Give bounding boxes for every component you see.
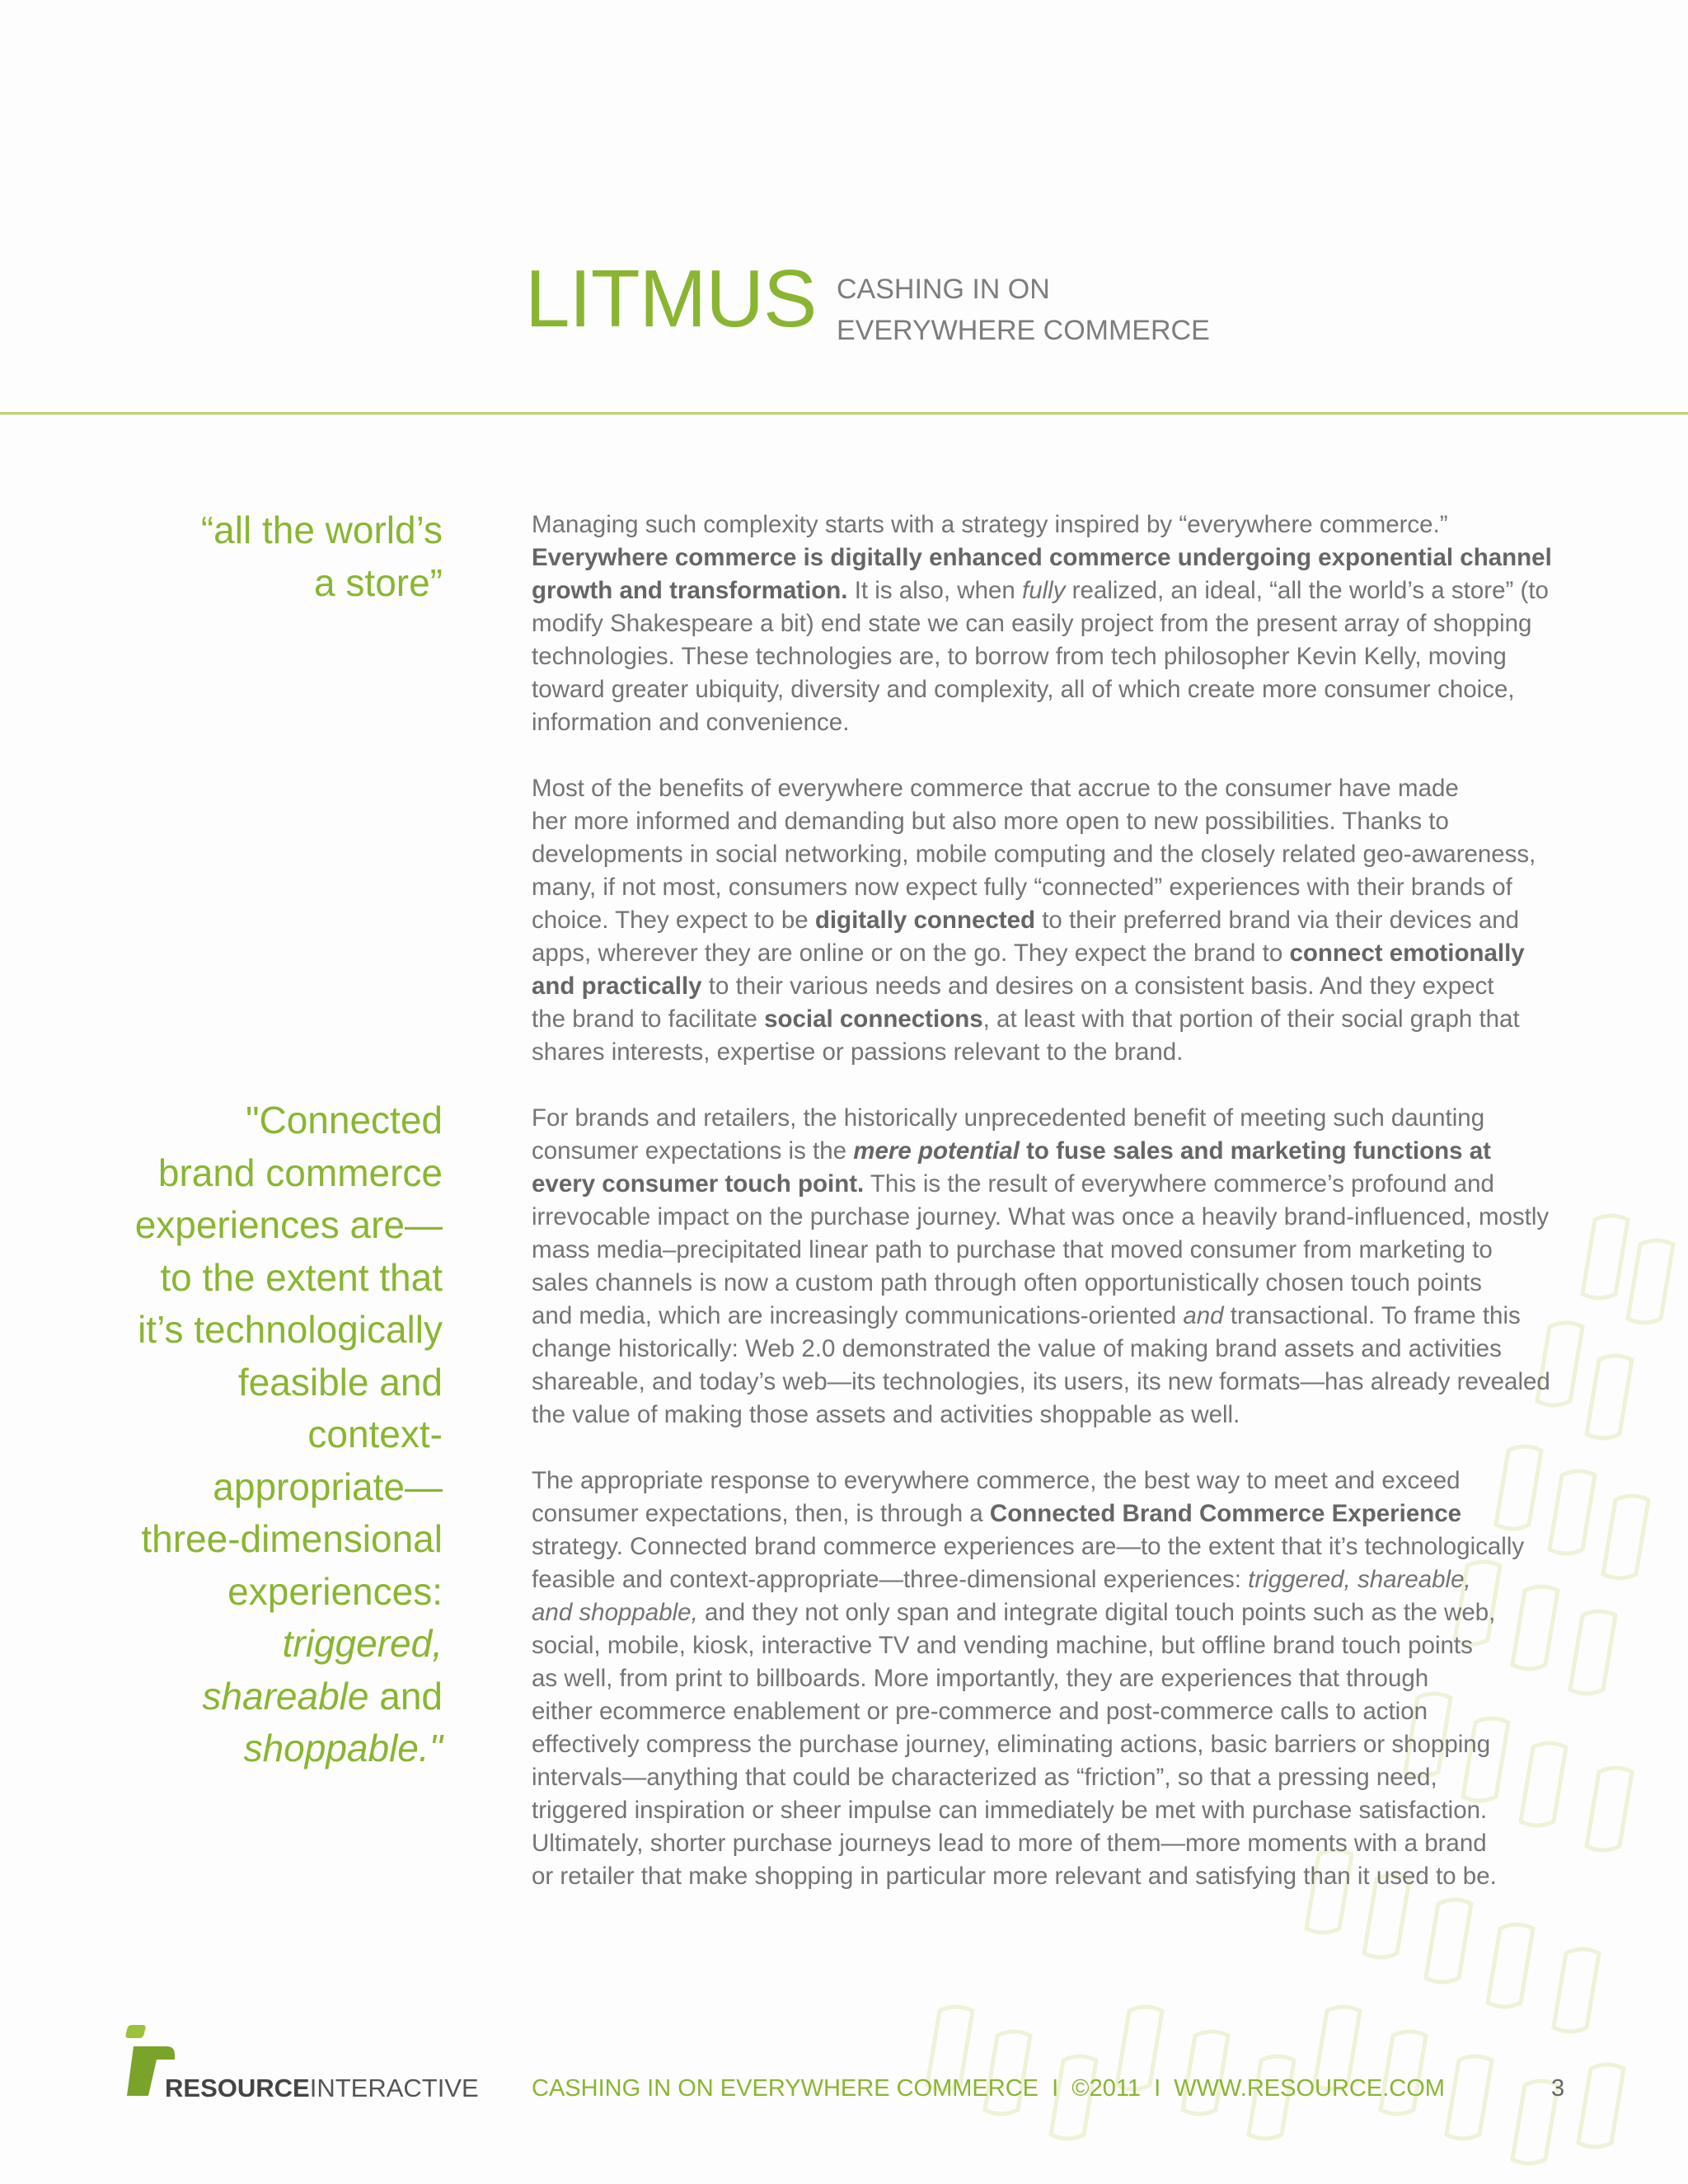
- body-emphasis: Connected Brand Commerce Experience: [989, 1500, 1462, 1527]
- footer-text: CASHING IN ON EVERYWHERE COMMERCE I ©2011 I WWW.RESOURCE.COM: [532, 2075, 1445, 2102]
- footer-brand-light: INTERACTIVE: [309, 2074, 479, 2102]
- body-text-segment: toward greater ubiquity, diversity and complexity, all of which create more consumer choice,: [532, 676, 1515, 703]
- body-line: [532, 1333, 1628, 1366]
- pullquote-line: shoppable.": [243, 1727, 443, 1769]
- body-emphasis: to fuse sales and marketing functions at: [1019, 1137, 1492, 1165]
- publication-title: LITMUS: [525, 253, 817, 344]
- body-emphasis: growth and transformation.: [532, 577, 848, 604]
- body-text-segment: sales channels is now a custom path through often opportunistically chosen touch points: [532, 1269, 1482, 1296]
- body-text-segment: many, if not most, consumers now expect fully “connected” experiences with their brands of: [532, 874, 1512, 901]
- pullquote-line: “all the world’s: [200, 509, 443, 551]
- pullquote-line: "Connected: [246, 1099, 443, 1141]
- body-text-segment: or retailer that make shopping in particular more relevant and satisfying than it used to be.: [532, 1863, 1497, 1890]
- body-text-segment: mass media–precipitated linear path to purchase that moved consumer from marketing to: [532, 1236, 1493, 1263]
- body-text-segment: transactional. To frame this: [1223, 1302, 1521, 1329]
- body-text-segment: her more informed and demanding but also more open to new possibilities. Thanks to: [532, 808, 1449, 835]
- body-text-segment: and media, which are increasingly communications-oriented: [532, 1302, 1184, 1329]
- body-line: [532, 970, 1628, 1003]
- pullquote-line: context-: [307, 1413, 443, 1455]
- body-line: [532, 541, 1628, 574]
- body-text-segment: , at least with that portion of their social graph that: [982, 1005, 1520, 1033]
- pullquote-line: a store”: [314, 560, 443, 604]
- body-text-segment: realized, an ideal, “all the world’s a store” (to: [1065, 577, 1549, 604]
- pullquote-line: to the extent that: [160, 1255, 443, 1299]
- body-line: [532, 1695, 1628, 1728]
- body-line: [532, 1003, 1628, 1036]
- body-emphasis: mere potential: [853, 1137, 1020, 1165]
- body-text-segment: Most of the benefits of everywhere commerce that accrue to the consumer have made: [532, 775, 1459, 802]
- body-line: [532, 1366, 1628, 1399]
- pullquote-line: three-dimensional: [141, 1517, 443, 1560]
- body-paragraph: [532, 1465, 1628, 1893]
- body-line: [532, 1860, 1628, 1893]
- body-emphasis: triggered, shareable,: [1248, 1566, 1471, 1593]
- body-line: [532, 871, 1628, 904]
- pullquote-emphasis: shareable: [202, 1674, 369, 1718]
- body-emphasis: digitally connected: [814, 907, 1036, 934]
- body-line: [532, 1267, 1628, 1300]
- page-number: 3: [1551, 2075, 1565, 2102]
- body-paragraph: [532, 509, 1628, 739]
- body-text-segment: Ultimately, shorter purchase journeys lead to more of them—more moments with a brand: [532, 1830, 1487, 1857]
- body-line: [532, 937, 1628, 970]
- body-text-segment: the brand to facilitate: [532, 1005, 765, 1033]
- pullquote-line: appropriate—: [213, 1465, 443, 1508]
- body-text-segment: modify Shakespeare a bit) end state we can easily project from the present array of shopping: [532, 610, 1532, 637]
- body-emphasis: connect emotionally: [1289, 940, 1525, 967]
- body-line: [532, 1465, 1628, 1497]
- body-line: [532, 706, 1628, 739]
- article-body: [532, 509, 1628, 1926]
- body-text-segment: social, mobile, kiosk, interactive TV and vending machine, but offline brand touch points: [532, 1632, 1473, 1659]
- body-text-segment: consumer expectations is the: [532, 1137, 854, 1165]
- body-text-segment: choice. They expect to be: [532, 907, 815, 934]
- body-text-segment: shares interests, expertise or passions relevant to the brand.: [532, 1038, 1184, 1066]
- body-line: [532, 904, 1628, 937]
- body-text-segment: This is the result of everywhere commerce’s profound and: [864, 1170, 1494, 1197]
- body-line: [532, 1135, 1628, 1168]
- body-text-segment: consumer expectations, then, is through a: [532, 1500, 990, 1527]
- body-text-segment: triggered inspiration or sheer impulse can immediately be met with purchase satisfaction.: [532, 1797, 1488, 1824]
- body-text-segment: strategy. Connected brand commerce experiences are—to the extent that it’s technologically: [532, 1533, 1525, 1560]
- body-line: [532, 1497, 1628, 1530]
- body-text-segment: developments in social networking, mobile computing and the closely related geo-awareness,: [532, 841, 1536, 868]
- body-emphasis: every consumer touch point.: [532, 1170, 865, 1197]
- body-text-segment: change historically: Web 2.0 demonstrated the value of making brand assets and activities: [532, 1335, 1502, 1362]
- body-line: [532, 1530, 1628, 1563]
- publication-subtitle: [837, 269, 1210, 351]
- body-text-segment: irrevocable impact on the purchase journey. What was once a heavily brand-influenced, mostly: [532, 1203, 1550, 1230]
- body-text-segment: effectively compress the purchase journey, eliminating actions, basic barriers or shopping: [532, 1731, 1491, 1758]
- body-text-segment: information and convenience.: [532, 709, 850, 736]
- pullquote-connected-brand: [82, 1094, 443, 1775]
- body-line: [532, 1629, 1628, 1662]
- subtitle-line: CASHING IN ON: [837, 274, 1050, 305]
- body-line: [532, 1168, 1628, 1201]
- body-emphasis: and shoppable,: [532, 1599, 698, 1626]
- body-emphasis: Everywhere commerce is digitally enhanced commerce undergoing exponential channel: [532, 544, 1552, 571]
- body-text-segment: shareable, and today’s web—its technologies, its users, its new formats—has already revealed: [532, 1368, 1550, 1395]
- body-text-segment: to their preferred brand via their devices and: [1035, 907, 1520, 934]
- body-text-segment: apps, wherever they are online or on the go. They expect the brand to: [532, 940, 1290, 967]
- body-line: [532, 640, 1628, 673]
- body-text-segment: to their various needs and desires on a consistent basis. And they expect: [701, 972, 1494, 1000]
- subtitle-line: EVERYWHERE COMMERCE: [837, 315, 1210, 346]
- body-text-segment: as well, from print to billboards. More importantly, they are experiences that through: [532, 1665, 1429, 1692]
- body-line: [532, 509, 1628, 541]
- body-emphasis: social connections: [764, 1005, 983, 1033]
- body-line: [532, 607, 1628, 640]
- body-line: [532, 1036, 1628, 1069]
- body-line: [532, 1300, 1628, 1333]
- body-text-segment: feasible and context-appropriate—three-dimensional experiences:: [532, 1566, 1249, 1593]
- page-header: [0, 0, 1688, 416]
- body-paragraph: [532, 1102, 1628, 1432]
- body-line: [532, 1201, 1628, 1234]
- pullquote-world-store: [82, 504, 443, 609]
- body-line: [532, 805, 1628, 838]
- body-line: [532, 574, 1628, 607]
- pullquote-line: shareable and: [202, 1674, 443, 1718]
- body-line: [532, 1662, 1628, 1695]
- body-line: [532, 838, 1628, 871]
- pullquote-line: brand commerce: [157, 1151, 443, 1194]
- body-line: [532, 772, 1628, 805]
- body-line: [532, 1234, 1628, 1267]
- body-line: [532, 1794, 1628, 1827]
- footer-brand: [165, 2074, 479, 2103]
- body-text-segment: For brands and retailers, the historically unprecedented benefit of meeting such daunting: [532, 1104, 1485, 1132]
- body-emphasis: fully: [1022, 577, 1066, 604]
- body-text-segment: intervals—anything that could be characterized as “friction”, so that a pressing need,: [532, 1764, 1437, 1791]
- body-text-segment: and they not only span and integrate digital touch points such as the web,: [697, 1599, 1496, 1626]
- pullquote-line: triggered,: [282, 1622, 443, 1665]
- body-text-segment: It is also, when: [847, 577, 1023, 604]
- pullquote-line: feasible and: [237, 1360, 443, 1404]
- body-line: [532, 1102, 1628, 1135]
- body-text-segment: technologies. These technologies are, to borrow from tech philosopher Kevin Kelly, moving: [532, 643, 1507, 670]
- body-emphasis: and practically: [532, 972, 702, 1000]
- body-paragraph: [532, 772, 1628, 1069]
- body-text-segment: The appropriate response to everywhere commerce, the best way to meet and exceed: [532, 1467, 1461, 1494]
- header-divider: [0, 412, 1688, 415]
- body-text-segment: Managing such complexity starts with a strategy inspired by “everywhere commerce.”: [532, 511, 1448, 538]
- body-line: [532, 673, 1628, 706]
- pullquote-line: experiences:: [227, 1569, 443, 1613]
- body-emphasis: and: [1183, 1302, 1224, 1329]
- body-line: [532, 1761, 1628, 1794]
- body-text-segment: the value of making those assets and activities shoppable as well.: [532, 1401, 1240, 1428]
- body-line: [532, 1728, 1628, 1761]
- pullquote-line: experiences are—: [134, 1203, 443, 1246]
- body-line: [532, 1563, 1628, 1596]
- body-text-segment: either ecommerce enablement or pre-commerce and post-commerce calls to action: [532, 1698, 1428, 1725]
- pullquote-line: it’s technologically: [138, 1308, 443, 1351]
- body-line: [532, 1827, 1628, 1860]
- footer-brand-bold: RESOURCE: [165, 2074, 310, 2102]
- body-line: [532, 1596, 1628, 1629]
- body-line: [532, 1399, 1628, 1432]
